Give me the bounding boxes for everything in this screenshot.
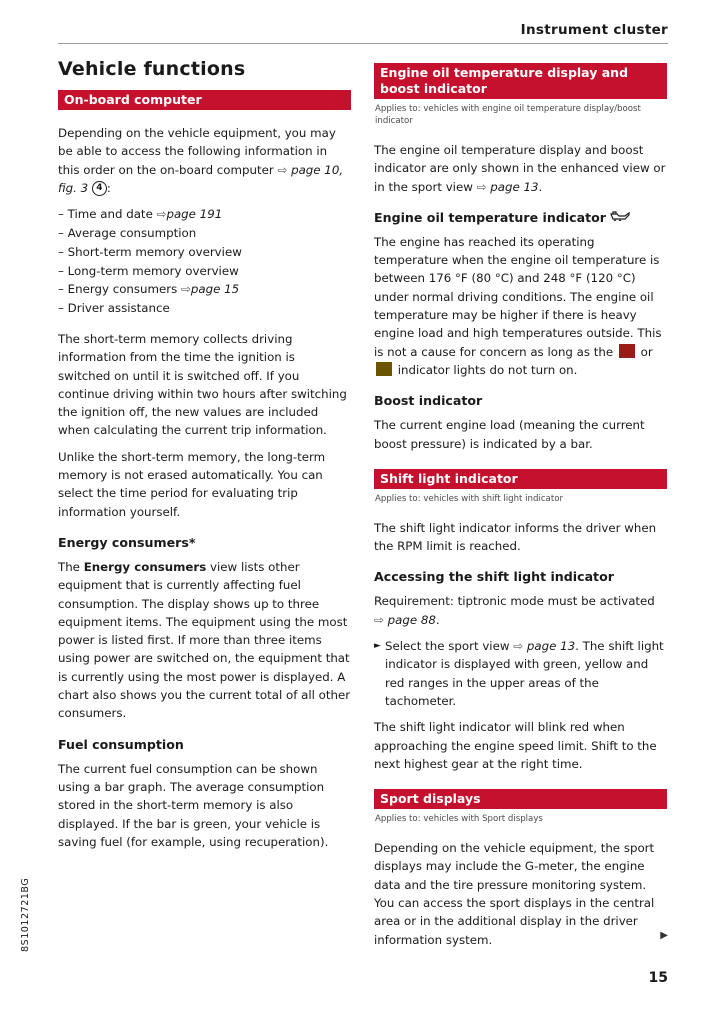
xref-link[interactable]: page 88 bbox=[387, 612, 436, 627]
fuel-consumption-paragraph: The current fuel consumption can be shown using a bar graph. The average consumption stored in the short-term memory is also displayed. If the bar is green, your vehicle is saving fuel (for example, using recuperation). bbox=[58, 761, 329, 849]
document-code: 8S1012721BG bbox=[20, 877, 31, 952]
page-header-title: Instrument cluster bbox=[520, 22, 668, 38]
long-term-memory-paragraph: Unlike the short-term memory, the long-term memory is not erased automatically. You can select the time period for evaluating trip information yourself. bbox=[58, 449, 326, 519]
xref-arrow-icon: ⇨ bbox=[513, 639, 524, 654]
shift-light-requirement: Requirement: tiptronic mode must be activated ⇨ page 88. bbox=[374, 594, 655, 627]
shift-light-applies: Applies to: vehicles with shift light indicator bbox=[375, 493, 563, 504]
fuel-consumption-heading: Fuel consumption bbox=[58, 736, 184, 752]
sport-displays-band: Sport displays bbox=[374, 789, 667, 809]
oil-warning-red-icon bbox=[619, 344, 635, 358]
shift-light-step: ► Select the sport view ⇨ page 13. The shift light indicator is displayed with green, yellow and red ranges in the upper areas of the tachometer. bbox=[374, 639, 664, 708]
boost-indicator-paragraph: The current engine load (meaning the current boost pressure) is indicated by a bar. bbox=[374, 418, 645, 451]
xref-arrow-icon: ⇨ bbox=[277, 162, 288, 177]
onboard-computer-band: On-board computer bbox=[58, 90, 351, 110]
oil-temp-band: Engine oil temperature display and boost indicator bbox=[374, 63, 667, 99]
access-shift-light-heading: Accessing the shift light indicator bbox=[374, 569, 614, 585]
xref-link[interactable]: page 13 bbox=[526, 639, 576, 654]
step-marker-icon: ► bbox=[374, 641, 381, 652]
list-item: – Time and date ⇨page 191 bbox=[58, 205, 351, 224]
right-column bbox=[374, 63, 667, 957]
boost-indicator-heading: Boost indicator bbox=[374, 393, 483, 409]
xref-link[interactable]: page 15 bbox=[190, 282, 240, 297]
sport-displays-applies: Applies to: vehicles with Sport displays bbox=[375, 814, 543, 825]
shift-light-intro: The shift light indicator informs the driver when the RPM limit is reached. bbox=[374, 520, 657, 554]
header-rule bbox=[58, 43, 668, 44]
oil-temp-applies: Applies to: vehicles with engine oil temperature display/boost indicator bbox=[375, 104, 641, 126]
page-number: 15 bbox=[648, 970, 668, 986]
list-item: – Average consumption bbox=[58, 224, 351, 243]
section-title: Vehicle functions bbox=[58, 58, 246, 80]
left-column bbox=[58, 58, 351, 859]
oil-can-icon bbox=[610, 211, 630, 222]
list-item: – Long-term memory overview bbox=[58, 262, 351, 281]
xref-arrow-icon: ⇨ bbox=[374, 612, 384, 627]
shift-light-blink-paragraph: The shift light indicator will blink red when approaching the engine speed limit. Shift to the next highest gear at the right time. bbox=[374, 720, 657, 771]
list-item: – Energy consumers ⇨page 15 bbox=[58, 280, 351, 299]
xref-arrow-icon: ⇨ bbox=[476, 179, 487, 194]
short-term-memory-paragraph: The short-term memory collects driving information from the time the ignition is switched on until it is switched off. If you continue driving within two hours after switching the ignition off, the new values are included when calculating the current trip information. bbox=[58, 331, 347, 438]
oil-temp-indicator-heading: Engine oil temperature indicator bbox=[374, 210, 667, 225]
list-item: – Driver assistance bbox=[58, 299, 351, 318]
callout-number-icon: 4 bbox=[92, 181, 107, 196]
energy-consumers-paragraph: The Energy consumers view lists other equipment that is currently affecting fuel consumption. The display shows up to three equipment items. The equipment using the most power is listed first. If more than three items using power are switched on, the equipment that is currently using the most power is displayed. A chart also shows you the current total of all other consumers. bbox=[58, 559, 351, 721]
sport-displays-paragraph: Depending on the vehicle equipment, the sport displays may include the G-meter, the engine data and the tire pressure monitoring system. You can access the sport displays in the central area or in the additional display in the driver information system. bbox=[374, 841, 655, 947]
xref-arrow-icon: ⇨ bbox=[156, 207, 167, 222]
continue-arrow-icon: ▶ bbox=[660, 930, 668, 941]
shift-light-band: Shift light indicator bbox=[374, 469, 667, 489]
xref-arrow-icon: ⇨ bbox=[181, 282, 191, 297]
xref-link[interactable]: page 10, fig. 3 bbox=[58, 162, 344, 195]
xref-link[interactable]: page 191 bbox=[166, 207, 223, 222]
oil-warning-yellow-icon bbox=[376, 362, 392, 376]
xref-link[interactable]: page 13 bbox=[490, 179, 539, 194]
oil-temp-intro: The engine oil temperature display and boost indicator are only shown in the enhanced view or in the sport view ⇨ page 13. bbox=[374, 143, 666, 194]
oil-temp-indicator-paragraph: The engine has reached its operating temperature when the engine oil temperature is between 176 °F (80 °C) and 248 °F (120 °C) under normal driving conditions. The engine oil temperature may be higher if there is heavy engine load and high temperatures outside. This is not a cause for concern as long as the or indicator lights do not turn on. bbox=[374, 234, 662, 377]
energy-consumers-heading: Energy consumers* bbox=[58, 534, 196, 550]
onboard-intro: Depending on the vehicle equipment, you may be able to access the following information in this order on the on-board computer ⇨ page 10, fig. 3 4 : bbox=[58, 126, 344, 195]
list-item: – Short-term memory overview bbox=[58, 243, 351, 262]
onboard-info-list bbox=[58, 205, 351, 318]
